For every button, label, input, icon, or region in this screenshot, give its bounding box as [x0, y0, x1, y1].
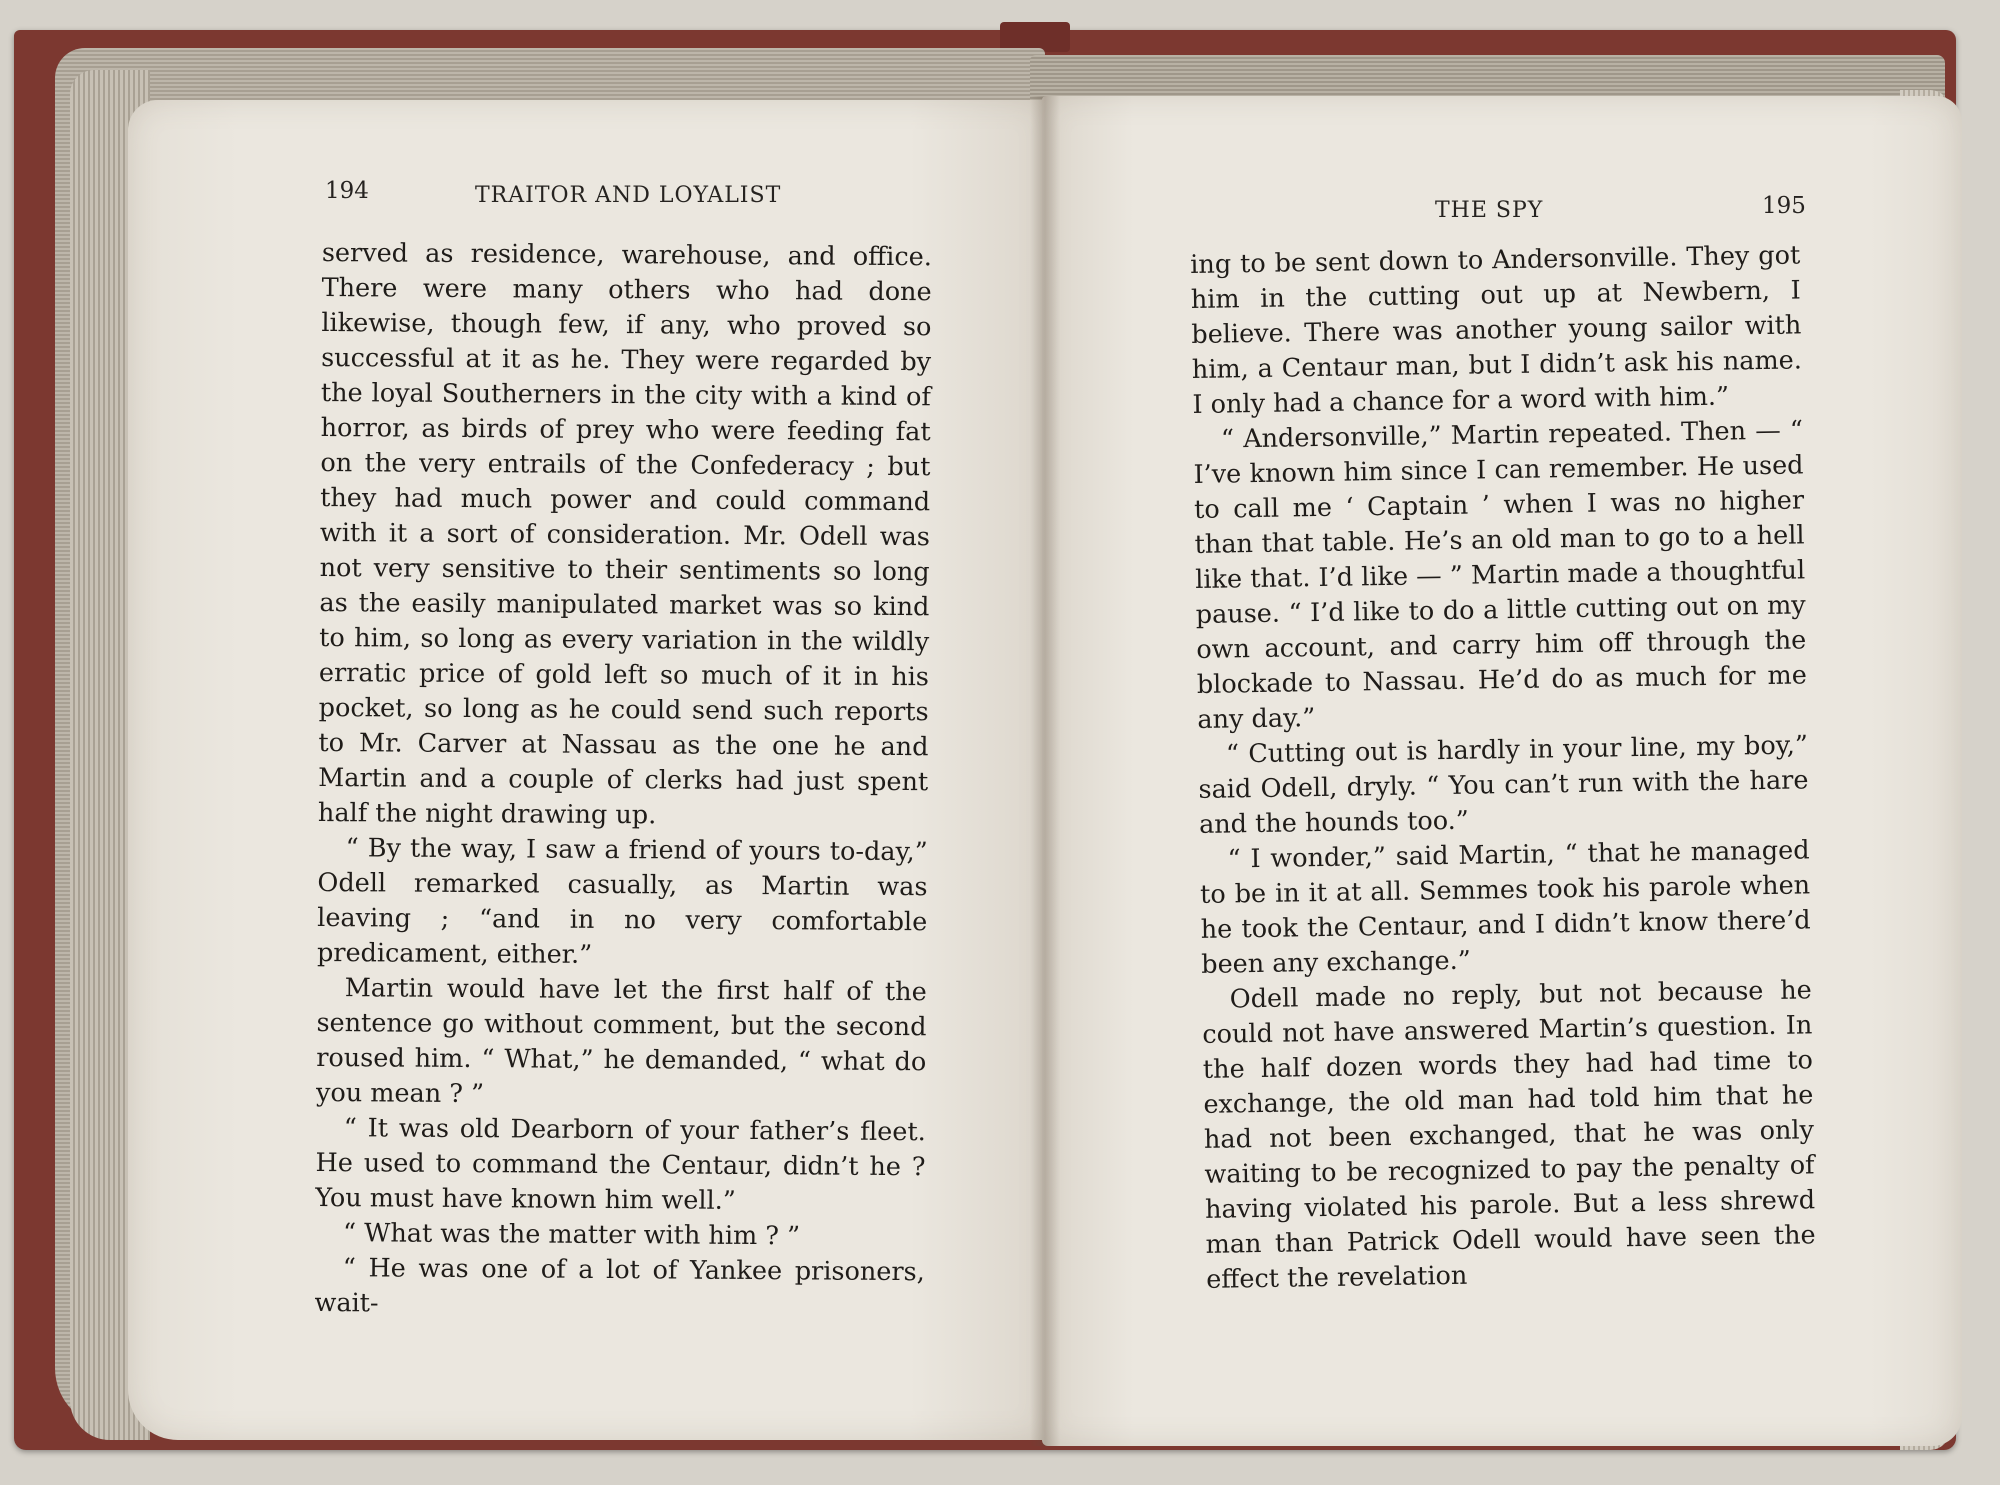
right-page-number: 195 — [1762, 193, 1806, 219]
paragraph: “ He was one of a lot of Yankee prisoners, wait- — [314, 1253, 925, 1319]
paragraph: “ Cutting out is hardly in your line, my boy,” said Odell, dryly. “ You can’t run with the hare and the hounds too.” — [1198, 730, 1809, 840]
paragraph: “ By the way, I saw a friend of yours to-day,” Odell remarked casually, as Martin was leaving ; “and in no very comfortable predicament, either.” — [316, 833, 928, 970]
left-page-text — [314, 236, 932, 1325]
paragraph: “ It was old Dearborn of your father’s fleet. He used to command the Centaur, didn’t he ? You must have known him well.” — [315, 1113, 926, 1216]
paragraph: “ What was the matter with him ? ” — [342, 1218, 801, 1252]
paragraph: Martin would have let the first half of the sentence go without comment, but the second roused him. “ What,” he demanded, “ what do you mean ? ” — [315, 973, 927, 1110]
right-page-text — [1190, 238, 1816, 1297]
left-page-number: 194 — [325, 178, 369, 204]
book-gutter — [1030, 96, 1060, 1446]
paragraph: “ I wonder,” said Martin, “ that he managed to be in it at all. Semmes took his parole when he took the Centaur, and I didn’t know there’d been any exchange.” — [1199, 835, 1811, 980]
paragraph: ing to be sent down to Andersonville. They got him in the cutting out up at Newbern, I believe. There was another young sailor with him, a Centaur man, but I didn’t ask his name. I only had a chance for a word with him.” — [1190, 240, 1803, 420]
paragraph: “ Andersonville,” Martin repeated. Then — “ I’ve known him since I can remember. He used to call me ‘ Captain ’ when I was no higher than that table. He’s an old man to go to a hell like that. I’d like — ” Martin made a thoughtful pause. “ I’d like to do a little cutting out on my own account, and carry him off through the blockade to Nassau. He’d do as much for me any day.” — [1193, 415, 1808, 735]
paragraph: Odell made no reply, but not because he could not have answered Martin’s question. In the half dozen words they had had time to exchange, the old man had told him that he had not been exchanged, that he was only waiting to be recognized to pay the penalty of having violated his parole. But a less shrewd man than Patrick Odell would have seen the effect the revelation — [1202, 975, 1816, 1295]
right-page-edges — [1030, 55, 1945, 100]
left-running-head: TRAITOR AND LOYALIST — [475, 183, 782, 208]
paragraph: served as residence, warehouse, and office. There were many others who had done likewise, though few, if any, who proved so successful at it as he. They were regarded by the loyal Southerners in the city with a kind of horror, as birds of prey who were feeding fat on the very entrails of the Confederacy ; but they had much power and could command with it a sort of consideration. Mr. Odell was not very sensitive to their sentiments so long as the easily manipulated market was so kind to him, so long as every variation in the wildly erratic price of gold left so much of it in his pocket, so long as he could send such reports to Mr. Carver at Nassau as the one he and Martin and a couple of clerks had just spent half the night drawing up. — [317, 237, 932, 831]
right-running-head: THE SPY — [1435, 198, 1544, 223]
